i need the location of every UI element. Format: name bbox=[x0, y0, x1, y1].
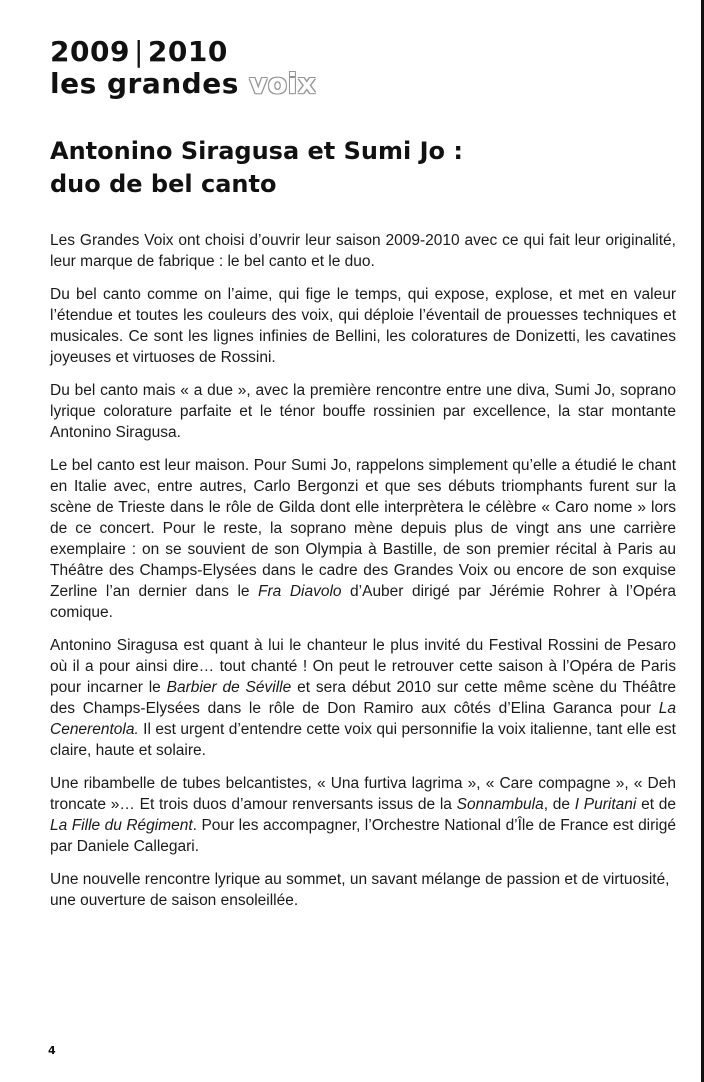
p6-text-d: . Pour les accompagner, l’Orchestre National d’Île de France est dirigé par Daniele Callegari. bbox=[50, 817, 676, 855]
series-name-accent: voix bbox=[249, 67, 317, 100]
p6-work-title-1: Sonnambula bbox=[456, 796, 544, 813]
article-title bbox=[50, 135, 670, 201]
paragraph-4 bbox=[50, 455, 676, 623]
p6-work-title-3: La Fille du Régiment bbox=[50, 817, 193, 834]
p5-text-c: Il est urgent d’entendre cette voix qui personnifie la voix italienne, tant elle est claire, haute et solaire. bbox=[50, 721, 676, 759]
year-end: 2010 bbox=[147, 35, 228, 68]
season-years bbox=[50, 36, 316, 68]
p4-text-a: Le bel canto est leur maison. Pour Sumi Jo, rappelons simplement qu’elle a étudié le chant en Italie avec, entre autres, Carlo Bergonzi et que ses débuts triomphants furent sur la scène de Trieste dans le rôle de Gilda dont elle interprètera le célèbre « Caro nome » lors de ce concert. Pour le reste, la soprano mène depuis plus de vingt ans une carrière exemplaire : on se souvient de son Olympia à Bastille, de son premier récital à Paris au Théâtre des Champs-Elysées dans le cadre des Grandes Voix ou encore de son exquise Zerline l’an dernier dans le bbox=[50, 457, 676, 600]
paragraph-5 bbox=[50, 635, 676, 761]
paragraph-7: Une nouvelle rencontre lyrique au sommet, un savant mélange de passion et de virtuosité, une ouverture de saison ensoleillée. bbox=[50, 871, 670, 909]
title-line-2: duo de bel canto bbox=[50, 170, 277, 198]
p6-work-title-2: I Puritani bbox=[574, 796, 637, 813]
title-line-1: Antonino Siragusa et Sumi Jo : bbox=[50, 137, 463, 165]
series-name-main: les grandes bbox=[50, 67, 239, 100]
p5-work-title-1: Barbier de Séville bbox=[166, 679, 292, 696]
paragraph-2: Du bel canto comme on l’aime, qui fige le temps, qui expose, explose, et met en valeur l’étendue et toutes les couleurs des voix, qui déploie l’éventail de prouesses techniques et musicales. Ce sont les lignes infinies de Bellini, les coloratures de Donizetti, les cavatines joyeuses et virtuoses de Rossini. bbox=[50, 286, 676, 366]
p6-text-a: Une ribambelle de tubes belcantistes, « Una furtiva lagrima », « Care compagne », « Deh troncate »… Et trois duos d’amour renversants issus de la bbox=[50, 775, 676, 813]
paragraph-3: Du bel canto mais « a due », avec la première rencontre entre une diva, Sumi Jo, soprano lyrique colorature parfaite et le ténor bouffe rossinien par excellence, la star montante Antonino Siragusa. bbox=[50, 382, 676, 441]
year-separator: | bbox=[133, 35, 144, 68]
p4-text-b: d’Auber dirigé par Jérémie Rohrer à l’Opéra comique. bbox=[50, 583, 676, 621]
page-number: 4 bbox=[48, 1044, 56, 1057]
p5-work-title-2: La Cenerentola. bbox=[50, 700, 676, 738]
section-header bbox=[50, 36, 316, 100]
p5-text-a: Antonino Siragusa est quant à lui le chanteur le plus invité du Festival Rossini de Pesaro où il a pour ainsi dire… tout chanté ! On peut le retrouver cette saison à l’Opéra de Paris pour incarner le bbox=[50, 637, 676, 696]
article-body bbox=[50, 230, 676, 923]
year-start: 2009 bbox=[50, 35, 130, 68]
p5-text-b: et sera début 2010 sur cette même scène du Théâtre des Champs-Elysées dans le rôle de Don Ramiro aux côtés d’Elina Garanca pour bbox=[50, 679, 676, 717]
paragraph-6 bbox=[50, 773, 676, 857]
p6-text-b: , de bbox=[543, 796, 575, 813]
p6-text-c: et de bbox=[636, 796, 677, 813]
series-name bbox=[50, 68, 316, 100]
paragraph-1: Les Grandes Voix ont choisi d’ouvrir leur saison 2009-2010 avec ce qui fait leur originalité, leur marque de fabrique : le bel canto et le duo. bbox=[50, 232, 676, 270]
p4-work-title: Fra Diavolo bbox=[258, 583, 342, 600]
